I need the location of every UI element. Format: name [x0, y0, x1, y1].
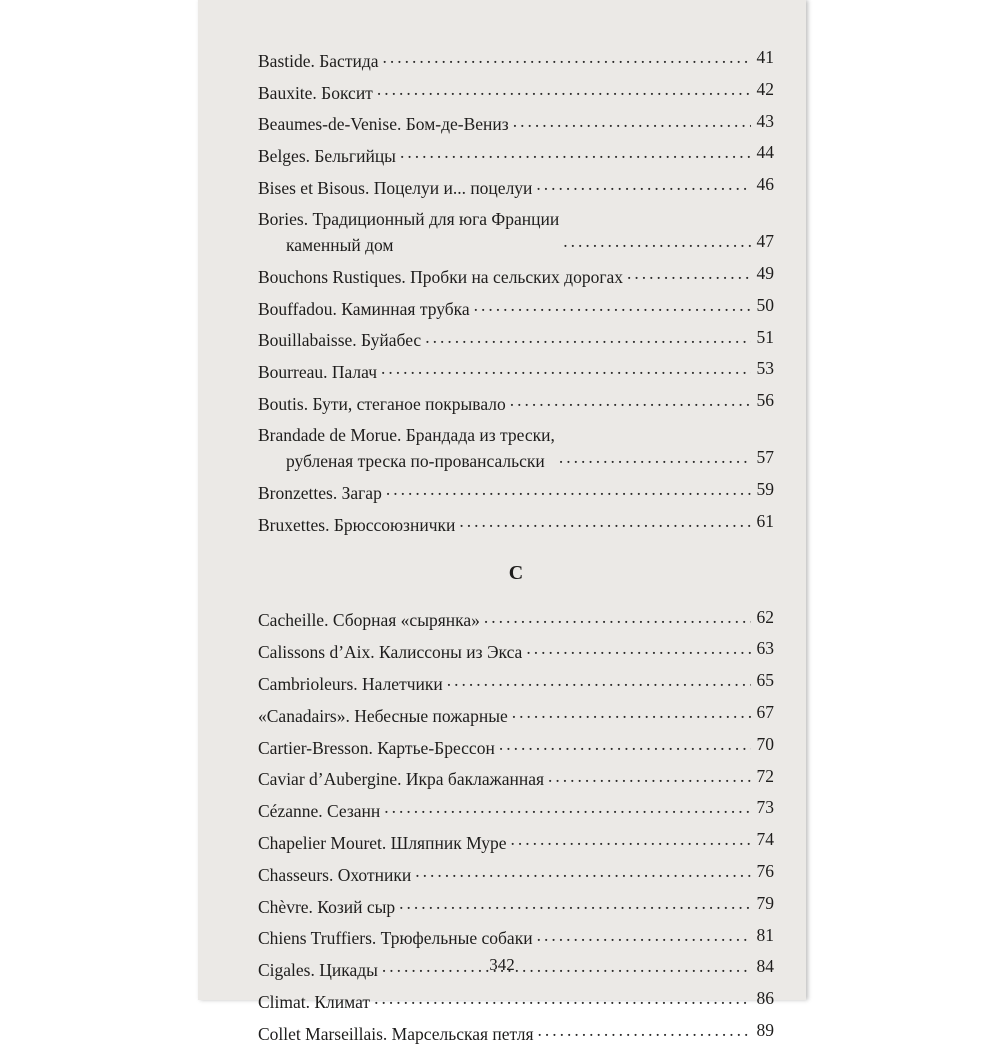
entry-page-number: 70: [756, 733, 774, 754]
entry-page-number: 62: [756, 606, 774, 627]
entry-title-line: Bourreau. Палач: [258, 362, 378, 383]
toc-entry: [258, 920, 774, 952]
entry-title-line: Bronzettes. Загар: [258, 482, 382, 503]
entry-title-line: Cambrioleurs. Налетчики: [258, 673, 443, 694]
dot-leader: [447, 665, 751, 697]
entry-title: [258, 206, 559, 258]
dot-leader: [377, 74, 751, 106]
entry-page-number: 76: [756, 860, 774, 881]
entry-title: [258, 862, 411, 888]
entry-title-line: Bouchons Rustiques. Пробки на сельских дорогах: [258, 266, 624, 287]
toc-entry: [258, 137, 774, 169]
entry-title-line: Chiens Truffiers. Трюфельные собаки: [258, 928, 533, 949]
entry-page-number: 44: [756, 142, 774, 163]
entry-page-number: 50: [756, 294, 774, 315]
toc-entry: [258, 665, 774, 697]
entry-page-number: 59: [756, 478, 774, 499]
entry-page-number: 56: [756, 390, 774, 411]
entry-title: [258, 798, 380, 824]
toc-entry: [258, 385, 774, 417]
section-letter-c: C: [508, 561, 524, 584]
dot-leader: [374, 983, 751, 1015]
toc-entry: [258, 856, 774, 888]
entry-title: [258, 830, 506, 856]
entry-title-line: Bastide. Бастида: [258, 50, 379, 71]
dot-leader: [381, 353, 751, 385]
entry-page-number: 63: [756, 638, 774, 659]
entry-page-number: 74: [756, 829, 774, 850]
toc-entry: [258, 602, 774, 634]
dot-leader: [386, 474, 751, 506]
section-b: [258, 42, 774, 538]
entry-page-number: 79: [756, 892, 774, 913]
dot-leader: [499, 729, 751, 761]
entry-title-line: Beaumes-de-Venise. Бом-де-Вениз: [258, 114, 509, 135]
entry-title: [258, 359, 377, 385]
entry-title: [258, 48, 379, 74]
entry-title-line: Collet Marseillais. Марсельская петля: [258, 1023, 534, 1044]
entry-title: [258, 766, 544, 792]
entry-title: [258, 894, 395, 920]
dot-leader: [384, 792, 751, 824]
entry-title-line: Belges. Бельгийцы: [258, 146, 396, 167]
dot-leader: [510, 385, 751, 417]
entry-title: [258, 143, 396, 169]
entry-title: [258, 1021, 534, 1047]
entry-title: [258, 703, 508, 729]
entry-page-number: 84: [756, 956, 774, 977]
entry-title: [258, 327, 421, 353]
toc-entry: [258, 258, 774, 290]
dot-leader: [474, 290, 751, 322]
entry-title: [258, 111, 509, 137]
entry-title-line: Cacheille. Сборная «сырянка»: [258, 610, 480, 631]
dot-leader: [510, 824, 751, 856]
dot-leader: [627, 258, 751, 290]
entry-title-line: Cigales. Цикады: [258, 960, 378, 981]
entry-title: [258, 175, 532, 201]
table-of-contents: [258, 42, 774, 1047]
toc-entry: [258, 792, 774, 824]
toc-entry: [258, 169, 774, 201]
dot-leader: [538, 1015, 751, 1047]
entry-title-line: Bises et Bisous. Поцелуи и... поцелуи: [258, 177, 533, 198]
dot-leader: [484, 602, 751, 634]
dot-leader: [536, 169, 751, 201]
entry-title-line: Bouillabaisse. Буйабес: [258, 330, 422, 351]
entry-title-line: Chasseurs. Охотники: [258, 864, 412, 885]
entry-title: [258, 735, 495, 761]
dot-leader: [400, 137, 751, 169]
dot-leader: [459, 506, 751, 538]
entry-title: [258, 639, 522, 665]
toc-entry: [258, 417, 774, 474]
toc-entry: [258, 983, 774, 1015]
toc-entry: [258, 201, 774, 258]
toc-entry: [258, 106, 774, 138]
toc-entry: [258, 353, 774, 385]
entry-page-number: 67: [756, 701, 774, 722]
entry-page-number: 41: [756, 47, 774, 67]
toc-entry: [258, 506, 774, 538]
dot-leader: [548, 761, 751, 793]
entry-title-line: «Canadairs». Небесные пожарные: [258, 705, 508, 726]
entry-title: [258, 480, 382, 506]
entry-title: [258, 264, 623, 290]
entry-title-line: Bories. Традиционный для юга Франции: [258, 208, 560, 229]
entry-title-line: Boutis. Бути, стеганое покрывало: [258, 393, 506, 414]
dot-leader: [512, 697, 751, 729]
toc-entry: [258, 290, 774, 322]
entry-title: [258, 925, 533, 951]
toc-entry: [258, 824, 774, 856]
toc-entry: [258, 888, 774, 920]
entry-title-line: Bauxite. Боксит: [258, 82, 373, 103]
toc-entry: [258, 474, 774, 506]
toc-entry: [258, 1015, 774, 1047]
entry-page-number: 73: [756, 797, 774, 818]
entry-page-number: 53: [756, 358, 774, 379]
dot-leader: [513, 106, 751, 138]
entry-page-number: 65: [756, 670, 774, 691]
toc-entry: [258, 42, 774, 74]
entry-title-line: Caviar d’Aubergine. Икра баклажанная: [258, 769, 545, 790]
entry-title: [258, 512, 455, 538]
entry-title: [258, 296, 470, 322]
dot-leader: [383, 42, 751, 74]
dot-leader: [425, 322, 751, 354]
entry-title-line: Chapelier Mouret. Шляпник Муре: [258, 832, 507, 853]
entry-page-number: 51: [756, 326, 774, 347]
entry-title-continuation: каменный дом: [286, 234, 394, 255]
entry-page-number: 43: [756, 110, 774, 131]
section-c: [258, 602, 774, 1047]
entry-page-number: 47: [756, 231, 774, 252]
page-number: 342: [489, 955, 515, 974]
entry-title-line: Bouffadou. Каминная трубка: [258, 298, 470, 319]
entry-title: [258, 391, 506, 417]
entry-title-line: Brandade de Morue. Брандада из трески,: [258, 424, 555, 445]
entry-page-number: 86: [756, 988, 774, 1009]
toc-entry: [258, 729, 774, 761]
toc-entry: [258, 761, 774, 793]
entry-page-number: 89: [756, 1019, 774, 1040]
entry-title: [258, 422, 555, 474]
entry-page-number: 72: [756, 765, 774, 786]
entry-page-number: 61: [756, 510, 774, 531]
dot-leader: [563, 226, 751, 258]
entry-title-line: Climat. Климат: [258, 991, 371, 1012]
entry-title-line: Bruxettes. Брюссоюзнички: [258, 514, 456, 535]
toc-entry: [258, 322, 774, 354]
dot-leader: [537, 920, 751, 952]
entry-title-line: Cartier-Bresson. Картье-Брессон: [258, 737, 495, 758]
entry-title: [258, 989, 370, 1015]
toc-entry: [258, 74, 774, 106]
toc-entry: [258, 697, 774, 729]
entry-title-line: Chèvre. Козий сыр: [258, 896, 396, 917]
entry-title-line: Calissons d’Aix. Калиссоны из Экса: [258, 642, 523, 663]
entry-page-number: 81: [756, 924, 774, 945]
toc-entry: [258, 633, 774, 665]
entry-page-number: 49: [756, 262, 774, 283]
book-page: [198, 0, 806, 1044]
dot-leader: [526, 633, 751, 665]
dot-leader: [415, 856, 751, 888]
entry-page-number: 46: [756, 174, 774, 195]
entry-title: [258, 607, 480, 633]
entry-title: [258, 671, 443, 697]
dot-leader: [399, 888, 751, 920]
entry-page-number: 57: [756, 447, 774, 468]
entry-title-line: Cézanne. Сезанн: [258, 801, 381, 822]
dot-leader: [559, 442, 751, 474]
entry-title: [258, 80, 373, 106]
entry-page-number: 42: [756, 78, 774, 99]
entry-title-continuation: рубленая треска по-провансальски: [286, 450, 545, 471]
